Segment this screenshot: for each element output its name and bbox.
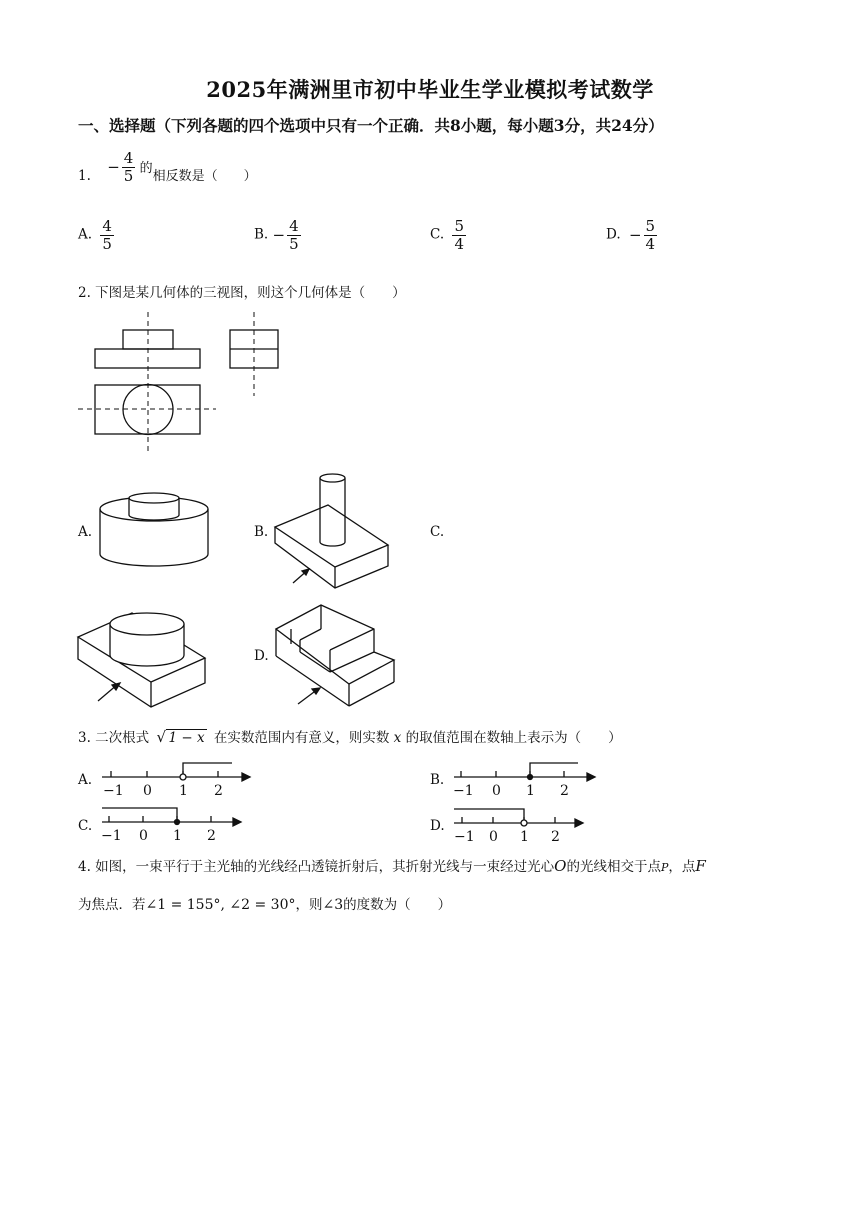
question-4-line-2: 为焦点．若∠1 = 155°, ∠2 = 30°，则∠3的度数为（ ） [78,897,452,913]
option-label: C. [430,226,445,243]
tick-label: −1 [453,783,474,799]
question-stem: 相反数是（ ） [152,169,257,184]
number-line-a [102,763,250,799]
tick-label: 2 [214,783,223,799]
sqrt-expression: √ 1 − x [156,728,205,746]
tick-label: 0 [489,829,498,845]
q2-option-b-label[interactable]: B. [254,524,269,540]
q3-option-a-label[interactable]: A. [78,772,93,788]
tick-label: 2 [551,829,560,845]
point-f-label: F [695,857,706,875]
tick-label: 1 [173,828,182,844]
tick-label: 0 [492,783,501,799]
tick-label: −1 [454,829,475,845]
number-line-b [453,763,595,799]
point-p-label: P [660,861,669,874]
minus-sign: − [272,226,286,244]
page-title: 2025年满洲里市初中毕业生学业模拟考试数学 [206,77,654,102]
option-label: D. [606,226,621,243]
stem-part: 的取值范围在数轴上表示为（ ） [405,730,622,746]
option-label: A. [78,226,93,243]
stem-part: 在实数范围内有意义，则实数 [213,730,390,746]
fraction: $\frac{4}{5}$ [123,149,134,185]
tick-label: 1 [179,783,188,799]
tick-label: 1 [520,829,529,845]
variable-x: x [393,730,402,746]
stem-part: 3. 二次根式 [78,730,150,746]
fraction: $\frac{4}{5}$ [102,217,112,253]
tick-label: 2 [207,828,216,844]
q3-option-d-label[interactable]: D. [430,818,445,834]
word-de: 的 [139,161,153,176]
question-4-line-1: 4. 如图，一束平行于主光轴的光线经凸透镜折射后，其折射光线与一束经过光心O的光线相交于点P，点F [78,857,706,875]
q2-option-a-label[interactable]: A. [78,524,93,540]
option-label: B. [254,226,269,243]
q3-option-b-label[interactable]: B. [430,772,445,788]
tick-label: 2 [560,783,569,799]
tick-label: 0 [139,828,148,844]
tick-label: 0 [143,783,152,799]
minus-sign: − [628,226,642,244]
point-o-label: O [554,857,567,875]
q2-option-d-label[interactable]: D. [254,648,269,664]
angle-3: ∠3 [322,897,344,913]
tick-label: −1 [103,783,124,799]
question-2-stem: 2. 下图是某几何体的三视图，则这个几何体是（ ） [78,285,406,301]
tick-label: 1 [526,783,535,799]
question-number: 1. [78,168,91,184]
q2-option-c-label[interactable]: C. [430,524,445,540]
fraction: $\frac{5}{4}$ [454,217,464,253]
angle-condition: ∠1 = 155°, ∠2 = 30° [145,897,296,913]
fraction: $\frac{5}{4}$ [645,217,656,253]
minus-sign: − [107,158,120,176]
section-heading: 一、选择题（下列各题的四个选项中只有一个正确．共8小题，每小题3分，共24分） [78,116,664,135]
q3-option-c-label[interactable]: C. [78,818,93,834]
number-line-d [454,809,583,845]
number-line-c [101,808,241,844]
fraction: $\frac{4}{5}$ [289,217,299,253]
tick-label: −1 [101,828,122,844]
